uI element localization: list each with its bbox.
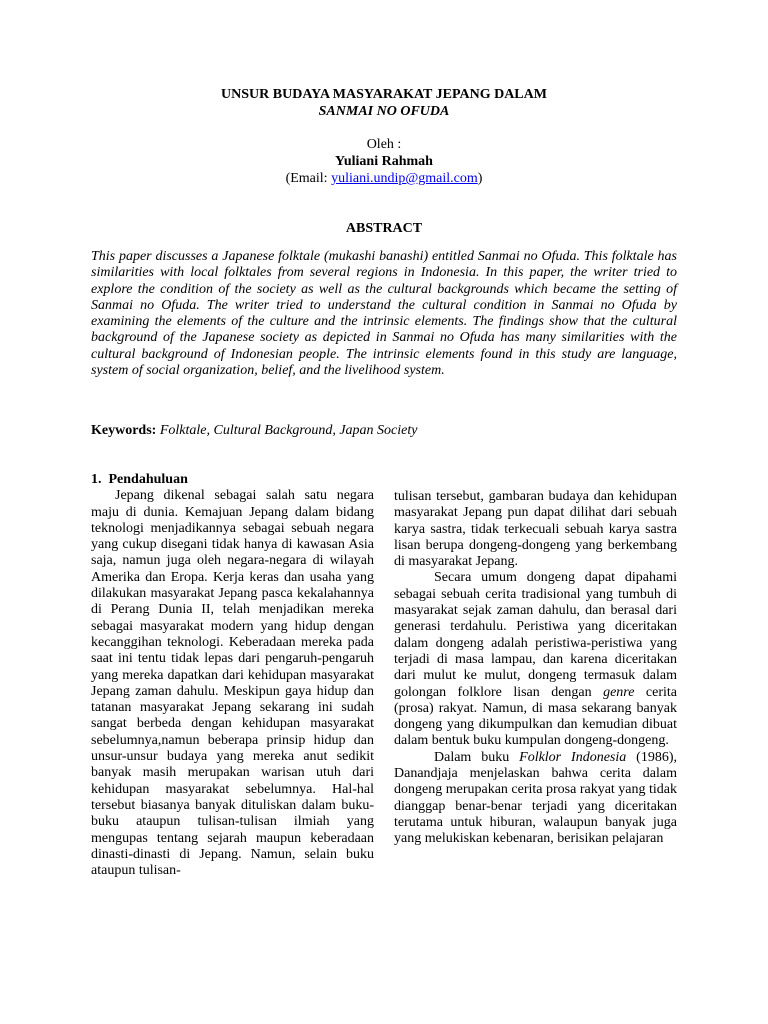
keywords-text: Folktale, Cultural Background, Japan Society	[156, 423, 418, 438]
para3-book-title: Folklor Indonesia	[519, 749, 627, 765]
para2-genre: genre	[603, 684, 635, 700]
email-link[interactable]: yuliani.undip@gmail.com	[331, 171, 478, 186]
keywords	[91, 423, 677, 439]
author-email-line	[0, 171, 768, 187]
email-suffix: )	[477, 171, 483, 186]
left-column	[91, 472, 374, 879]
paper-title: UNSUR BUDAYA MASYARAKAT JEPANG DALAM	[221, 87, 547, 102]
section-heading: 1. Pendahuluan	[91, 472, 188, 487]
para3-text-b: (1986), Danandjaja menjelaskan bahwa cerita dalam dongeng merupakan cerita prosa rakyat yang tidak dianggap benar-benar terjadi yang diceritakan terutama untuk hiburan, walaupun banyak juga yang melukiskan kebenaran, berisikan pelajaran	[394, 749, 678, 847]
keywords-label: Keywords:	[91, 423, 157, 438]
paper-subtitle: SANMAI NO OFUDA	[318, 104, 450, 119]
abstract-heading: ABSTRACT	[345, 221, 423, 236]
abstract-text: This paper discusses a Japanese folktale (mukashi banashi) entitled Sanmai no Ofuda. This folktale has similarities with local folktales from several regions in Indonesia. In this paper, the writer tried to explore the condition of the society as well as the cultural backgrounds which became the setting of Sanmai no Ofuda. The writer tried to understand the cultural condition in Sanmai no Ofuda by examining the elements of the culture and the intrinsic elements. The findings show that the cultural background of the Japanese society as depicted in Sanmai no Ofuda has many similarities with the cultural background of Indonesian people. The intrinsic elements found in this study are language, system of social organization, belief, and the livelihood system.	[91, 249, 677, 379]
email-prefix: (Email:	[285, 171, 332, 186]
intro-paragraph-3	[394, 750, 677, 848]
intro-paragraph-continued: tulisan tersebut, gambaran budaya dan kehidupan masyarakat Jepang pun dapat dilihat dari sebuah karya sastra, tidak terkecuali sebuah karya sastra lisan berupa dongeng-dongeng yang berkembang di masyarakat Jepang.	[394, 489, 677, 570]
author-name: Yuliani Rahmah	[335, 154, 433, 169]
para3-text-a: Dalam buku	[434, 749, 520, 765]
byline-label: Oleh :	[366, 137, 402, 152]
intro-paragraph-1: Jepang dikenal sebagai salah satu negara maju di dunia. Kemajuan Jepang dalam bidang teknologi menjadikannya sebagai sebuah negara yang cukup disegani tidak hanya di kawasan Asia saja, namun juga oleh negara-negara di wilayah Amerika dan Eropa. Kerja keras dan usaha yang dilakukan masyarakat Jepang pasca kekalahannya di Perang Dunia II, telah menjadikan mereka sebagai masyarakat modern yang hidup dengan kecanggihan teknologi. Keberadaan mereka pada saat ini tentu tidak lepas dari pengaruh-pengaruh yang mereka dapatkan dari kehidupan masyarakat Jepang zaman dahulu. Meskipun gaya hidup dan tatanan masyarakat Jepang sekarang ini sudah sangat berbeda dengan kehidupan masyarakat sebelumnya,namun beberapa prinsip hidup dan unsur-unsur budaya yang mereka anut sedikit banyak masih merupakan warisan utuh dari kehidupan masyarakat sebelumnya. Hal-hal tersebut biasanya banyak dituliskan dalam buku-buku ataupun tulisan-tulisan ilmiah yang mengupas tentang sejarah maupun keberadaan dinasti-dinasti di Jepang. Namun, selain buku ataupun tulisan-	[91, 488, 374, 879]
right-column	[394, 489, 677, 848]
para2-text-b: cerita (prosa) rakyat. Namun, di masa sekarang banyak dongeng yang dikumpulkan dan kemudian dibuat dalam bentuk buku kumpulan dongeng-dongeng.	[394, 684, 677, 749]
para2-text-a: Secara umum dongeng dapat dipahami sebagai sebuah cerita tradisional yang tumbuh di masyarakat sejak zaman dahulu, dan berasal dari generasi terdahulu. Peristiwa yang diceritakan dalam dongeng adalah peristiwa-peristiwa yang terjadi di masa lampau, dan karena diceritakan dari mulut ke mulut, dongeng termasuk dalam golongan folklore lisan dengan	[394, 570, 677, 700]
intro-paragraph-2	[394, 570, 677, 749]
